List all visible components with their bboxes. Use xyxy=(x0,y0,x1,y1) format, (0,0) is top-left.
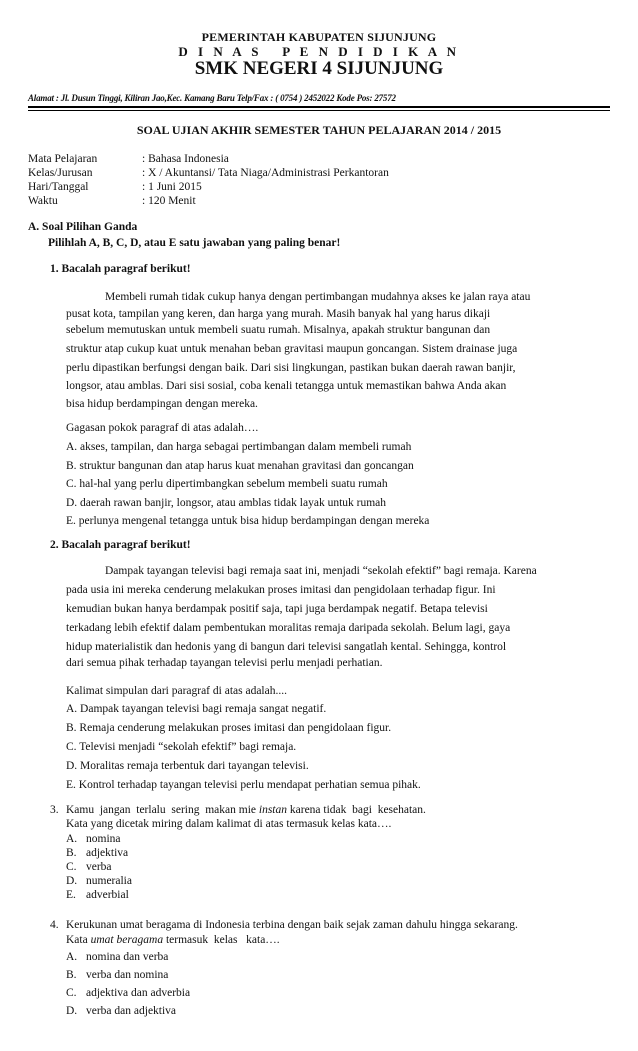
option-1c[interactable]: C. hal-hal yang perlu dipertimbangkan sebelum membeli suatu rumah xyxy=(66,478,388,490)
school-address: Alamat : Jl. Dusun Tinggi, Kiliran Jao,Kec. Kamang Baru Telp/Fax : ( 0754 ) 2452022 Kode Pos: 27572 xyxy=(28,93,396,103)
option-3e[interactable]: adverbial xyxy=(86,889,129,901)
info-label: Waktu xyxy=(28,195,58,207)
option-letter[interactable]: B. xyxy=(66,847,77,859)
question-3-line2: Kata yang dicetak miring dalam kalimat di atas termasuk kelas kata…. xyxy=(66,818,392,830)
passage-line: struktur atap cukup kuat untuk menahan beban gravitasi maupun goncangan. Sistem drainase juga xyxy=(66,343,518,355)
stem-italic-word: instan xyxy=(258,804,288,816)
option-2b[interactable]: B. Remaja cenderung melakukan proses imitasi dan pengidolaan figur. xyxy=(66,722,392,734)
option-letter[interactable]: C. xyxy=(66,861,77,873)
info-label: Kelas/Jurusan xyxy=(28,167,93,179)
passage-line: perlu dipastikan berfungsi dengan baik. Dari sisi lingkungan, pastikan bukan daerah rawan banjir, xyxy=(66,362,516,374)
passage-line: bisa hidup berdampingan dengan mereka. xyxy=(66,398,258,410)
option-1b[interactable]: B. struktur bangunan dan atap harus kuat menahan gravitasi dan goncangan xyxy=(66,460,414,472)
passage-line: kemudian bukan hanya berdampak positif saja, tapi juga berdampak negatif. Betapa televisi xyxy=(66,603,488,615)
stem-text: termasuk kelas kata…. xyxy=(163,934,280,946)
info-label: Mata Pelajaran xyxy=(28,153,98,165)
question-4-stem: Kerukunan umat beragama di Indonesia terbina dengan baik sejak zaman dahulu hingga sekarang. xyxy=(66,919,518,931)
question-4-line2 xyxy=(66,933,280,947)
section-instruction: Pilihlah A, B, C, D, atau E satu jawaban yang paling benar! xyxy=(48,237,341,249)
header-divider-thick xyxy=(28,106,610,108)
option-letter[interactable]: D. xyxy=(66,1005,78,1017)
passage-line: Dampak tayangan televisi bagi remaja saat ini, menjadi “sekolah efektif” bagi remaja. Karena xyxy=(105,565,537,577)
stem-text: karena tidak bagi kesehatan. xyxy=(287,804,426,816)
option-2c[interactable]: C. Televisi menjadi “sekolah efektif” bagi remaja. xyxy=(66,741,297,753)
option-1e[interactable]: E. perlunya mengenal tetangga untuk bisa hidup berdampingan dengan mereka xyxy=(66,515,430,527)
stem-text: Kamu jangan terlalu sering makan mie xyxy=(66,804,259,816)
header-divider-thin xyxy=(28,110,610,111)
passage-line: pusat kota, tampilan yang keren, dan harga yang murah. Masih banyak hal yang harus dikaji xyxy=(66,308,491,320)
question-2-title: 2. Bacalah paragraf berikut! xyxy=(50,539,191,551)
info-value: : 1 Juni 2015 xyxy=(142,181,202,193)
info-value: : X / Akuntansi/ Tata Niaga/Administrasi Perkantoran xyxy=(142,167,389,179)
passage-line: hidup materialistik dan hedonis yang di bangun dari televisi sangatlah kental. Sehingga, kontrol xyxy=(66,641,507,653)
passage-line: sebelum memutuskan untuk membeli suatu rumah. Misalnya, apakah struktur bangunan dan xyxy=(66,324,491,336)
option-letter[interactable]: D. xyxy=(66,875,78,887)
option-2d[interactable]: D. Moralitas remaja terbentuk dari tayangan televisi. xyxy=(66,760,309,772)
option-2e[interactable]: E. Kontrol terhadap tayangan televisi perlu mendapat perhatian semua pihak. xyxy=(66,779,421,791)
school-name: SMK NEGERI 4 SIJUNJUNG xyxy=(194,58,444,79)
section-heading: A. Soal Pilihan Ganda xyxy=(28,221,138,233)
question-3-number: 3. xyxy=(50,804,59,816)
passage-line: terkadang lebih efektif dalam pembentukan moralitas remaja daripada sekolah. Belum lagi, gaya xyxy=(66,622,511,634)
question-4-number: 4. xyxy=(50,919,59,931)
option-3b[interactable]: adjektiva xyxy=(86,847,129,859)
option-4c[interactable]: adjektiva dan adverbia xyxy=(86,987,191,999)
option-3a[interactable]: nomina xyxy=(86,833,121,845)
option-letter[interactable]: B. xyxy=(66,969,77,981)
info-label: Hari/Tanggal xyxy=(28,181,89,193)
agency-heading: D I N A S P E N D I D I K A N xyxy=(178,44,460,59)
government-heading: PEMERINTAH KABUPATEN SIJUNJUNG xyxy=(201,30,437,44)
exam-title: SOAL UJIAN AKHIR SEMESTER TAHUN PELAJARAN 2014 / 2015 xyxy=(136,123,502,137)
option-letter[interactable]: A. xyxy=(66,833,78,845)
option-letter[interactable]: A. xyxy=(66,951,78,963)
question-2-stem: Kalimat simpulan dari paragraf di atas adalah.... xyxy=(66,685,287,697)
option-letter[interactable]: E. xyxy=(66,889,76,901)
passage-line: dari semua pihak terhadap tayangan televisi perlu menjadi perhatian. xyxy=(66,657,383,669)
option-4a[interactable]: nomina dan verba xyxy=(86,951,169,963)
option-2a[interactable]: A. Dampak tayangan televisi bagi remaja sangat negatif. xyxy=(66,703,327,715)
question-3-stem xyxy=(66,803,426,817)
info-value: : 120 Menit xyxy=(142,195,196,207)
option-3d[interactable]: numeralia xyxy=(86,875,132,887)
option-3c[interactable]: verba xyxy=(86,861,112,873)
passage-line: Membeli rumah tidak cukup hanya dengan pertimbangan mudahnya akses ke jalan raya atau xyxy=(105,291,531,303)
stem-italic-word: umat beragama xyxy=(90,934,164,946)
question-1-stem: Gagasan pokok paragraf di atas adalah…. xyxy=(66,422,259,434)
passage-line: longsor, atau amblas. Dari sisi sosial, coba kenali tetangga untuk memastikan bahwa Anda akan xyxy=(66,380,507,392)
option-4b[interactable]: verba dan nomina xyxy=(86,969,169,981)
option-letter[interactable]: C. xyxy=(66,987,77,999)
option-4d[interactable]: verba dan adjektiva xyxy=(86,1005,177,1017)
info-value: : Bahasa Indonesia xyxy=(142,153,229,165)
stem-text: Kata xyxy=(66,934,91,946)
option-1d[interactable]: D. daerah rawan banjir, longsor, atau amblas tidak layak untuk rumah xyxy=(66,497,387,509)
question-1-title: 1. Bacalah paragraf berikut! xyxy=(50,263,191,275)
option-1a[interactable]: A. akses, tampilan, dan harga sebagai pertimbangan dalam membeli rumah xyxy=(66,441,412,453)
passage-line: pada usia ini mereka cenderung melakukan proses imitasi dan pengidolaan terhadap figur. Ini xyxy=(66,584,496,596)
